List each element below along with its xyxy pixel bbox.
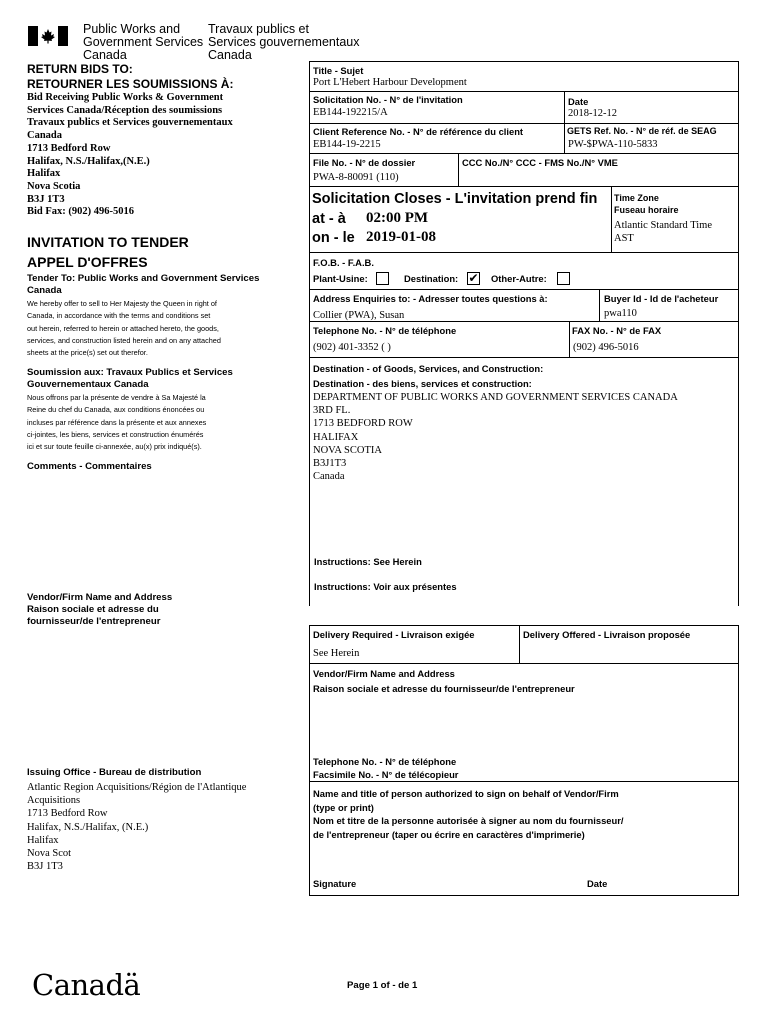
date-label: Date — [568, 96, 589, 107]
address-line: 1713 Bedford Row — [27, 142, 111, 154]
value-line: 1713 BEDFORD ROW — [313, 418, 413, 430]
divider — [564, 91, 565, 123]
gets-ref-value: PW-$PWA-110-5833 — [568, 139, 658, 150]
dept-en-line: Canada — [83, 48, 127, 62]
label-line: Tender To: Public Works and Government Services — [27, 273, 260, 284]
telephone-value: (902) 401-3352 ( ) — [313, 342, 391, 353]
label-line: Telephone No. - N° de téléphone — [313, 756, 457, 767]
divider — [309, 252, 739, 253]
label-line: Facsimile No. - N° de télécopieur — [313, 769, 459, 780]
title-label: Title - Sujet — [313, 65, 364, 76]
label-line: Destination - of Goods, Services, and Construction: — [313, 363, 544, 374]
authorized-person-label — [313, 787, 623, 841]
solicitation-closes-label: Solicitation Closes - L'invitation prend fin — [312, 191, 598, 207]
value-line: HALIFAX — [313, 431, 359, 443]
bid-fax-line: Bid Fax: (902) 496-5016 — [27, 206, 135, 218]
text-line: out herein, referred to herein or attached hereto, the goods, — [27, 323, 219, 333]
issuing-office-label: Issuing Office - Bureau de distribution — [27, 767, 202, 778]
heading-line: RETURN BIDS TO: — [27, 62, 133, 76]
divider — [309, 289, 739, 290]
buyer-id-label: Buyer Id - Id de l'acheteur — [604, 293, 719, 304]
divider — [309, 123, 739, 124]
label-line: Vendor/Firm Name and Address — [313, 668, 455, 679]
label-line: Soumission aux: Travaux Publics et Services — [27, 367, 233, 378]
vendor-telephone-label — [313, 755, 458, 781]
text-line: services, and construction listed herein and on any attached — [27, 335, 221, 345]
divider — [309, 781, 739, 782]
label-line: Gouvernementaux Canada — [27, 379, 149, 390]
dept-en-line: Government Services — [83, 35, 204, 49]
return-bids-heading — [27, 62, 233, 92]
canada-flag-icon — [28, 26, 68, 46]
client-ref-value: EB144-19-2215 — [313, 139, 381, 150]
address-line: Halifax — [27, 168, 61, 180]
text-line: ci-jointes, les biens, services et construction énumérés — [27, 429, 204, 439]
gets-ref-label: GETS Ref. No. - N° de réf. de SEAG — [567, 126, 717, 136]
text-line: Canada, in accordance with the terms and conditions set — [27, 311, 211, 321]
dept-fr-line: Canada — [208, 48, 252, 62]
divider — [458, 153, 459, 186]
signature-date-label: Date — [587, 878, 608, 889]
address-line: Atlantic Region Acquisitions/Région de l'Atlantique — [27, 782, 247, 793]
destination-goods-value — [313, 391, 678, 483]
label-line: Name and title of person authorized to sign on behalf of Vendor/Firm — [313, 788, 619, 799]
delivery-required-value: See Herein — [313, 648, 360, 659]
address-line: Canada — [27, 130, 63, 142]
divider — [599, 289, 600, 321]
value-line: 3RD FL. — [313, 405, 351, 417]
divider — [519, 625, 520, 663]
closes-time: 02:00 PM — [366, 210, 429, 226]
instructions-fr: Instructions: Voir aux présentes — [314, 581, 457, 592]
solicitation-value: EB144-192215/A — [313, 107, 388, 118]
label-line: Time Zone — [614, 193, 659, 203]
address-line: Halifax — [27, 834, 59, 846]
divider — [309, 91, 739, 92]
label-line: fournisseur/de l'entrepreneur — [27, 616, 161, 627]
comments-label: Comments - Commentaires — [27, 461, 152, 472]
ccc-label: CCC No./N° CCC - FMS No./N° VME — [462, 157, 618, 168]
title-line: INVITATION TO TENDER — [27, 234, 189, 250]
other-label: Other-Autre: — [491, 273, 547, 284]
address-line: 1713 Bedford Row — [27, 808, 108, 820]
department-name-fr — [208, 23, 359, 62]
value-line: Canada — [313, 471, 345, 483]
text-line: incluses par référence dans la présente et aux annexes — [27, 417, 207, 427]
heading-line: RETOURNER LES SOUMISSIONS À: — [27, 77, 234, 91]
dept-fr-line: Services gouvernementaux — [208, 35, 360, 49]
divider — [309, 663, 739, 664]
signature-label: Signature — [313, 878, 357, 889]
text-line: Reine du chef du Canada, aux conditions énoncées ou — [27, 405, 205, 415]
date-value: 2018-12-12 — [568, 108, 617, 119]
fax-value: (902) 496-5016 — [573, 342, 639, 353]
client-ref-label: Client Reference No. - N° de référence du client — [313, 126, 524, 137]
telephone-label: Telephone No. - N° de téléphone — [313, 325, 457, 336]
label-line: Nom et titre de la personne autorisée à signer au nom du fournisseur/ — [313, 815, 624, 826]
other-checkbox[interactable] — [557, 272, 570, 285]
divider — [569, 321, 570, 357]
destination-checkbox[interactable]: ✔ — [468, 271, 479, 285]
tender-to-text — [27, 298, 221, 359]
text-line: sheets at the price(s) set out therefor. — [27, 348, 148, 358]
delivery-offered-label: Delivery Offered - Livraison proposée — [523, 629, 691, 640]
closes-on-label: on - le — [312, 230, 355, 246]
address-line: Halifax, N.S./Halifax,(N.E.) — [27, 155, 150, 167]
address-line: B3J 1T3 — [27, 861, 63, 873]
department-name-en — [83, 23, 203, 62]
text-line: Nous offrons par la présente de vendre à Sa Majesté la — [27, 393, 206, 402]
divider — [564, 123, 565, 153]
buyer-id-value: pwa110 — [604, 308, 637, 319]
value-line: NOVA SCOTIA — [313, 444, 382, 456]
address-line: Nova Scotia — [27, 180, 81, 192]
vendor-firm-label — [313, 666, 575, 696]
issuing-office-address — [27, 781, 246, 873]
divider — [309, 321, 739, 322]
divider — [309, 153, 739, 154]
dept-fr-line: Travaux publics et — [208, 22, 309, 36]
value-line: AST — [614, 233, 634, 244]
address-line: Halifax, N.S./Halifax, (N.E.) — [27, 821, 149, 833]
soumission-label — [27, 367, 233, 391]
instructions-en: Instructions: See Herein — [314, 556, 422, 567]
label-line: Canada — [27, 285, 62, 296]
delivery-required-label: Delivery Required - Livraison exigée — [313, 629, 475, 640]
time-zone-value — [614, 219, 712, 245]
address-line: Acquisitions — [27, 795, 81, 807]
text-line: ici et sur toute feuille ci-annexée, au(x) prix indiqué(s). — [27, 442, 202, 452]
fob-label: F.O.B. - F.A.B. — [313, 257, 374, 268]
address-line: Services Canada/Réception des soumissions — [27, 104, 223, 116]
value-line: DEPARTMENT OF PUBLIC WORKS AND GOVERNMENT SERVICES CANADA — [313, 392, 678, 403]
value-line: B3J1T3 — [313, 458, 347, 470]
label-line: Vendor/Firm Name and Address — [27, 592, 173, 603]
label-line: Destination - des biens, services et construction: — [313, 378, 532, 389]
closes-at-label: at - à — [312, 211, 346, 227]
destination-goods-label — [313, 361, 543, 391]
vendor-firm-label-left — [27, 592, 172, 628]
file-no-label: File No. - N° de dossier — [313, 157, 416, 168]
plant-checkbox[interactable] — [376, 272, 389, 285]
divider — [309, 186, 739, 187]
title-value: Port L'Hebert Harbour Development — [313, 77, 467, 88]
return-bids-address — [27, 92, 233, 219]
label-line: Raison sociale et adresse du — [27, 604, 159, 615]
divider — [611, 186, 612, 252]
value-line: Atlantic Standard Time — [614, 220, 712, 231]
closes-date: 2019-01-08 — [366, 229, 436, 245]
plant-label: Plant-Usine: — [313, 273, 368, 284]
dept-en-line: Public Works and — [83, 22, 181, 36]
tender-to-label — [27, 273, 259, 297]
address-line: Nova Scot — [27, 848, 72, 860]
text-line: We hereby offer to sell to Her Majesty the Queen in right of — [27, 299, 217, 308]
address-line: B3J 1T3 — [27, 193, 65, 205]
file-no-value: PWA-8-80091 (110) — [313, 172, 399, 183]
time-zone-label — [614, 192, 679, 216]
destination-label: Destination: — [404, 273, 459, 284]
label-line: Raison sociale et adresse du fournisseur/de l'entrepreneur — [313, 683, 575, 694]
divider — [309, 357, 739, 358]
address-line: Bid Receiving Public Works & Government — [27, 92, 224, 103]
address-enquiries-value: Collier (PWA), Susan — [313, 310, 405, 321]
canada-wordmark-logo: Canadä — [32, 968, 141, 1002]
label-line: de l'entrepreneur (taper ou écrire en caractères d'imprimerie) — [313, 828, 585, 840]
invitation-title — [27, 232, 189, 272]
soumission-text — [27, 392, 206, 453]
label-line: (type or print) — [313, 801, 374, 813]
address-enquiries-label: Address Enquiries to: - Adresser toutes questions à: — [313, 293, 548, 304]
solicitation-label: Solicitation No. - N° de l'invitation — [313, 94, 463, 105]
address-line: Travaux publics et Services gouvernementaux — [27, 117, 233, 129]
label-line: Fuseau horaire — [614, 205, 679, 215]
title-line: APPEL D'OFFRES — [27, 254, 148, 270]
fax-label: FAX No. - N° de FAX — [572, 325, 662, 336]
page-number: Page 1 of - de 1 — [347, 980, 418, 991]
